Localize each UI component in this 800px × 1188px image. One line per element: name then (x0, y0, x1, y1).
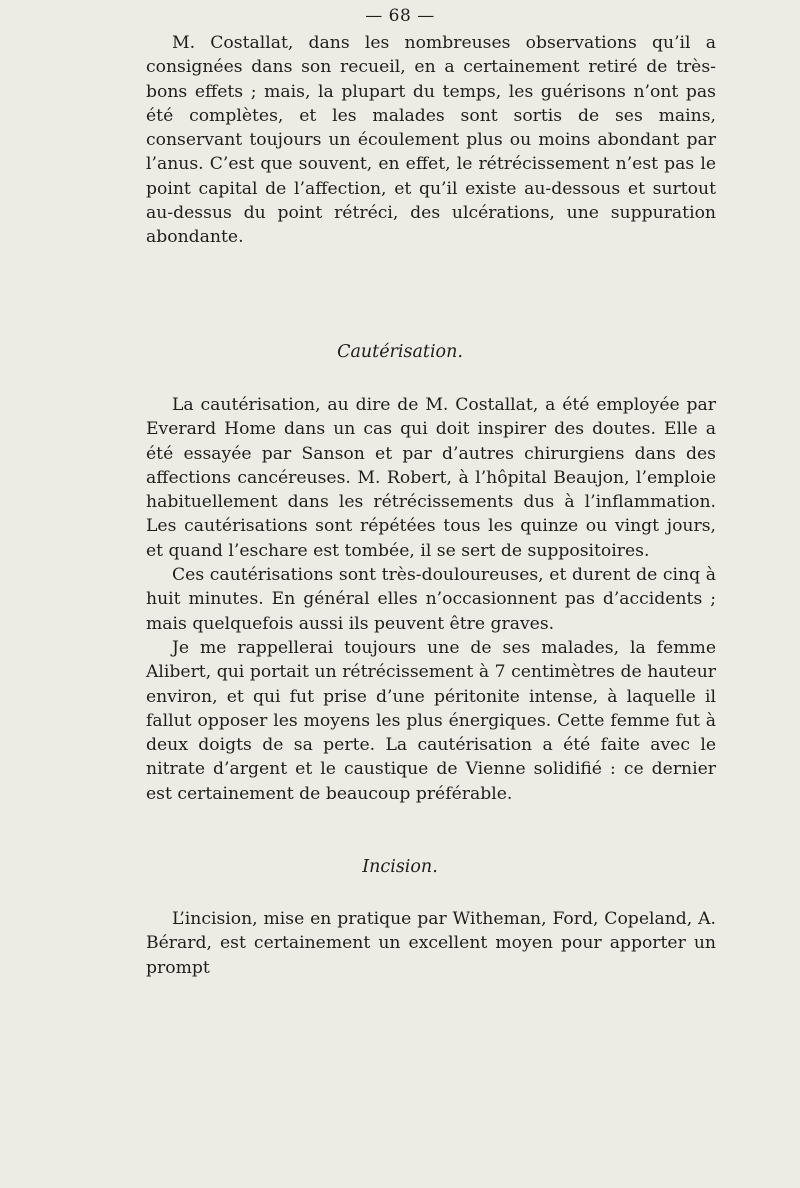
cauterisation-heading: Cautérisation. (337, 342, 463, 362)
incision-section (146, 907, 716, 980)
cauterisation-paragraph-1: La cautérisation, au dire de M. Costallat, a été employée par Everard Home dans un cas qui doit inspirer des doutes. Elle a été essayée par Sanson et par d’autres chirurgiens dans des affections cancéreuses. M. Robert, à l’hôpital Beaujon, l’emploie habituellement dans les rétrécissements dus à l’inflammation. Les cautérisations sont répétées tous les quinze ou vingt jours, et quand l’eschare est tombée, il se sert de suppositoires. (146, 395, 716, 561)
cauterisation-paragraph-2: Ces cautérisations sont très-douloureuses, et durent de cinq à huit minutes. En général elles n’occasionnent pas d’accidents ; mais quelquefois aussi ils peuvent être graves. (146, 565, 716, 634)
incision-paragraph: L’incision, mise en pratique par Witheman, Ford, Copeland, A. Bérard, est certainement un excellent moyen pour apporter un prompt (146, 909, 716, 978)
cauterisation-paragraph-3: Je me rappellerai toujours une de ses malades, la femme Alibert, qui portait un rétrécissement à 7 centimètres de hauteur environ, et qui fut prise d’une péritonite intense, à laquelle il fallut opposer les moyens les plus énergiques. Cette femme fut à deux doigts de sa perte. La cautérisation a été faite avec le nitrate d’argent et le caustique de Vienne solidifié : ce dernier est certainement de beaucoup préférable. (146, 637, 716, 804)
cauterisation-section (146, 393, 716, 806)
incision-heading: Incision. (362, 857, 438, 877)
page-number: — 68 — (365, 6, 435, 26)
intro-paragraph: M. Costallat, dans les nombreuses observations qu’il a consignées dans son recueil, en a certainement retiré de très-bons effets ; mais, la plupart du temps, les guérisons n’ont pas été complètes, et les malades sont sortis de ses mains, conservant toujours un écoulement plus ou moins abondant par l’anus. C’est que souvent, en effet, le rétrécissement n’est pas le point capital de l’affection, et qu’il existe au-dessous et surtout au-dessus du point rétréci, des ulcérations, une suppuration abondante. (146, 33, 716, 248)
intro-section (146, 31, 716, 250)
